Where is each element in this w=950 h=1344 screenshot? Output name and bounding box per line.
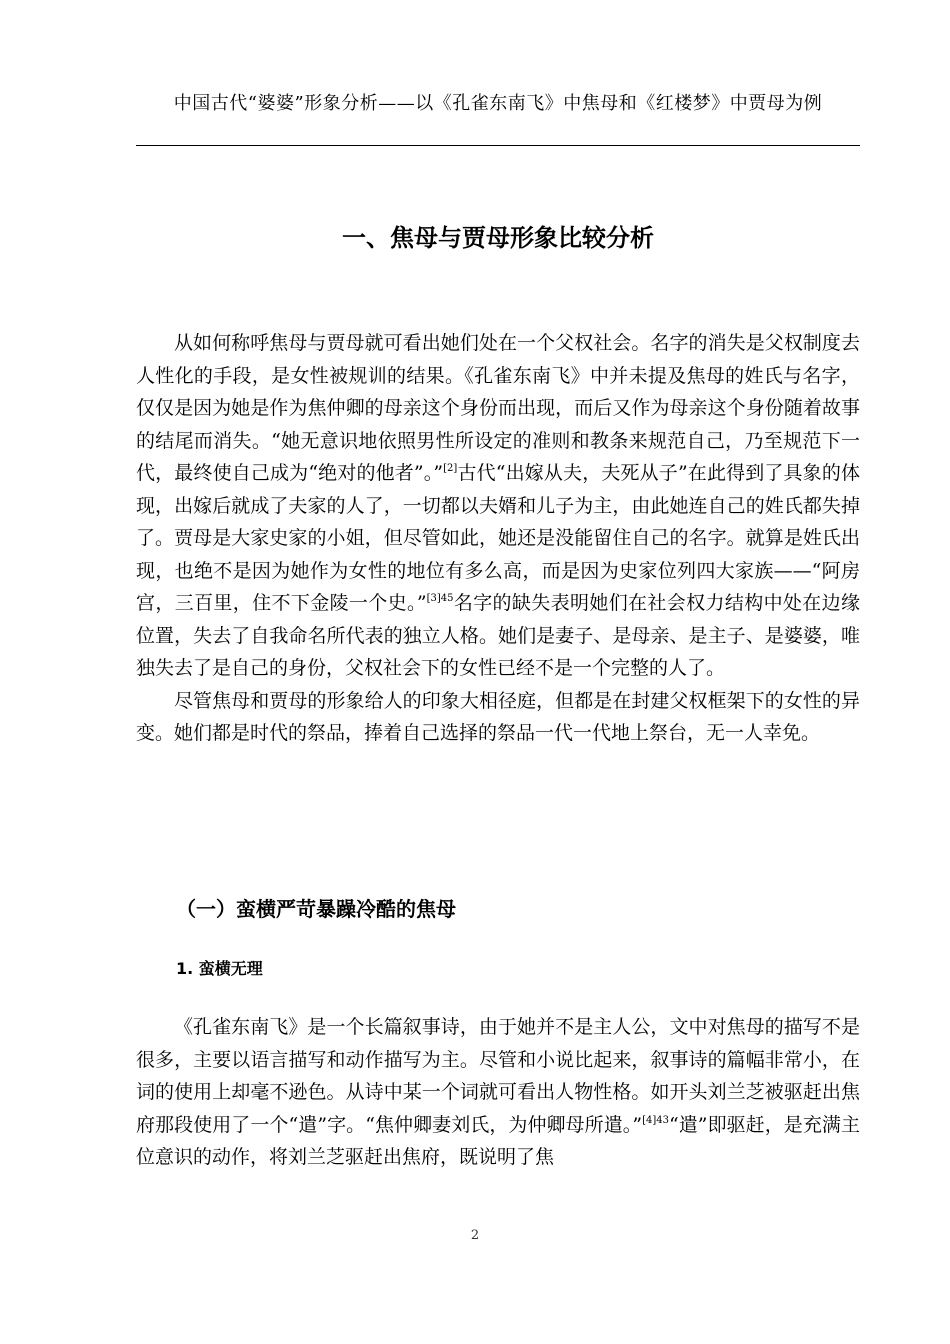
chapter-title: 一、焦母与贾母形象比较分析 [342, 224, 654, 252]
citation-marker: [3]45 [426, 593, 454, 604]
running-header: 中国古代“婆婆”形象分析——以《孔雀东南飞》中焦母和《红楼梦》中贾母为例 [173, 93, 823, 114]
paragraph-text: “遣”即驱赶，是充满主位意识的动作，将刘兰芝驱赶出焦府，既说明了焦 [136, 1113, 860, 1168]
paragraph-text: 尽管焦母和贾母的形象给人的印象大相径庭，但都是在封建父权框架下的女性的异变。她们都是时代的祭品，捧着自己选择的祭品一代一代地上祭台，无一人幸免。 [136, 689, 860, 744]
paragraph-text: 《孔雀东南飞》是一个长篇叙事诗，由于她并不是主人公，文中对焦母的描写不是很多，主要以语言描写和动作描写为主。尽管和小说比起来，叙事诗的篇幅非常小，在词的使用上却毫不逊色。从诗中某一个词就可看出人物性格。如开头刘兰芝被驱赶出焦府那段使用了一个“遣”字。“焦仲卿妻刘氏，为仲卿母所遣。” [136, 1016, 860, 1136]
citation-marker: [2] [443, 463, 458, 474]
page-number: 2 [470, 1228, 480, 1243]
section-heading: （一）蛮横严苛暴躁冷酷的焦母 [176, 897, 456, 921]
paragraph-text: 名字的缺失表明她们在社会权力结构中处在边缘位置，失去了自我命名所代表的独立人格。她们是妻子、是母亲、是主子、是婆婆，唯独失去了是自己的身份，父权社会下的女性已经不是一个完整的人了。 [136, 592, 860, 679]
citation-marker: [4]43 [642, 1114, 669, 1126]
body-text-block [136, 327, 860, 750]
paragraph [136, 327, 860, 685]
paragraph [136, 1011, 860, 1174]
header-divider [136, 145, 860, 146]
body-text-block [136, 1011, 860, 1174]
subsection-heading: 1. 蛮横无理 [176, 959, 263, 978]
paragraph-text: 从如何称呼焦母与贾母就可看出她们处在一个父权社会。名字的消失是父权制度去人性化的手段，是女性被规训的结果。《孔雀东南飞》中并未提及焦母的姓氏与名字，仅仅是因为她是作为焦仲卿的母亲这个身份而出现，而后又作为母亲这个身份随着故事的结尾而消失。“她无意识地依照男性所设定的准则和教条来规范自己，乃至规范下一代，最终使自己成为“绝对的他者”。” [136, 332, 860, 484]
paragraph [136, 685, 860, 750]
paragraph-text: 古代“出嫁从夫，夫死从子”在此得到了具象的体现，出嫁后就成了夫家的人了，一切都以夫婿和儿子为主，由此她连自己的姓氏都失掉了。贾母是大家史家的小姐，但尽管如此，她还是没能留住自己的名字。就算是姓氏出现，也绝不是因为她作为女性的地位有多么高，而是因为史家位列四大家族——“阿房宫，三百里，住不下金陵一个史。” [136, 462, 860, 614]
